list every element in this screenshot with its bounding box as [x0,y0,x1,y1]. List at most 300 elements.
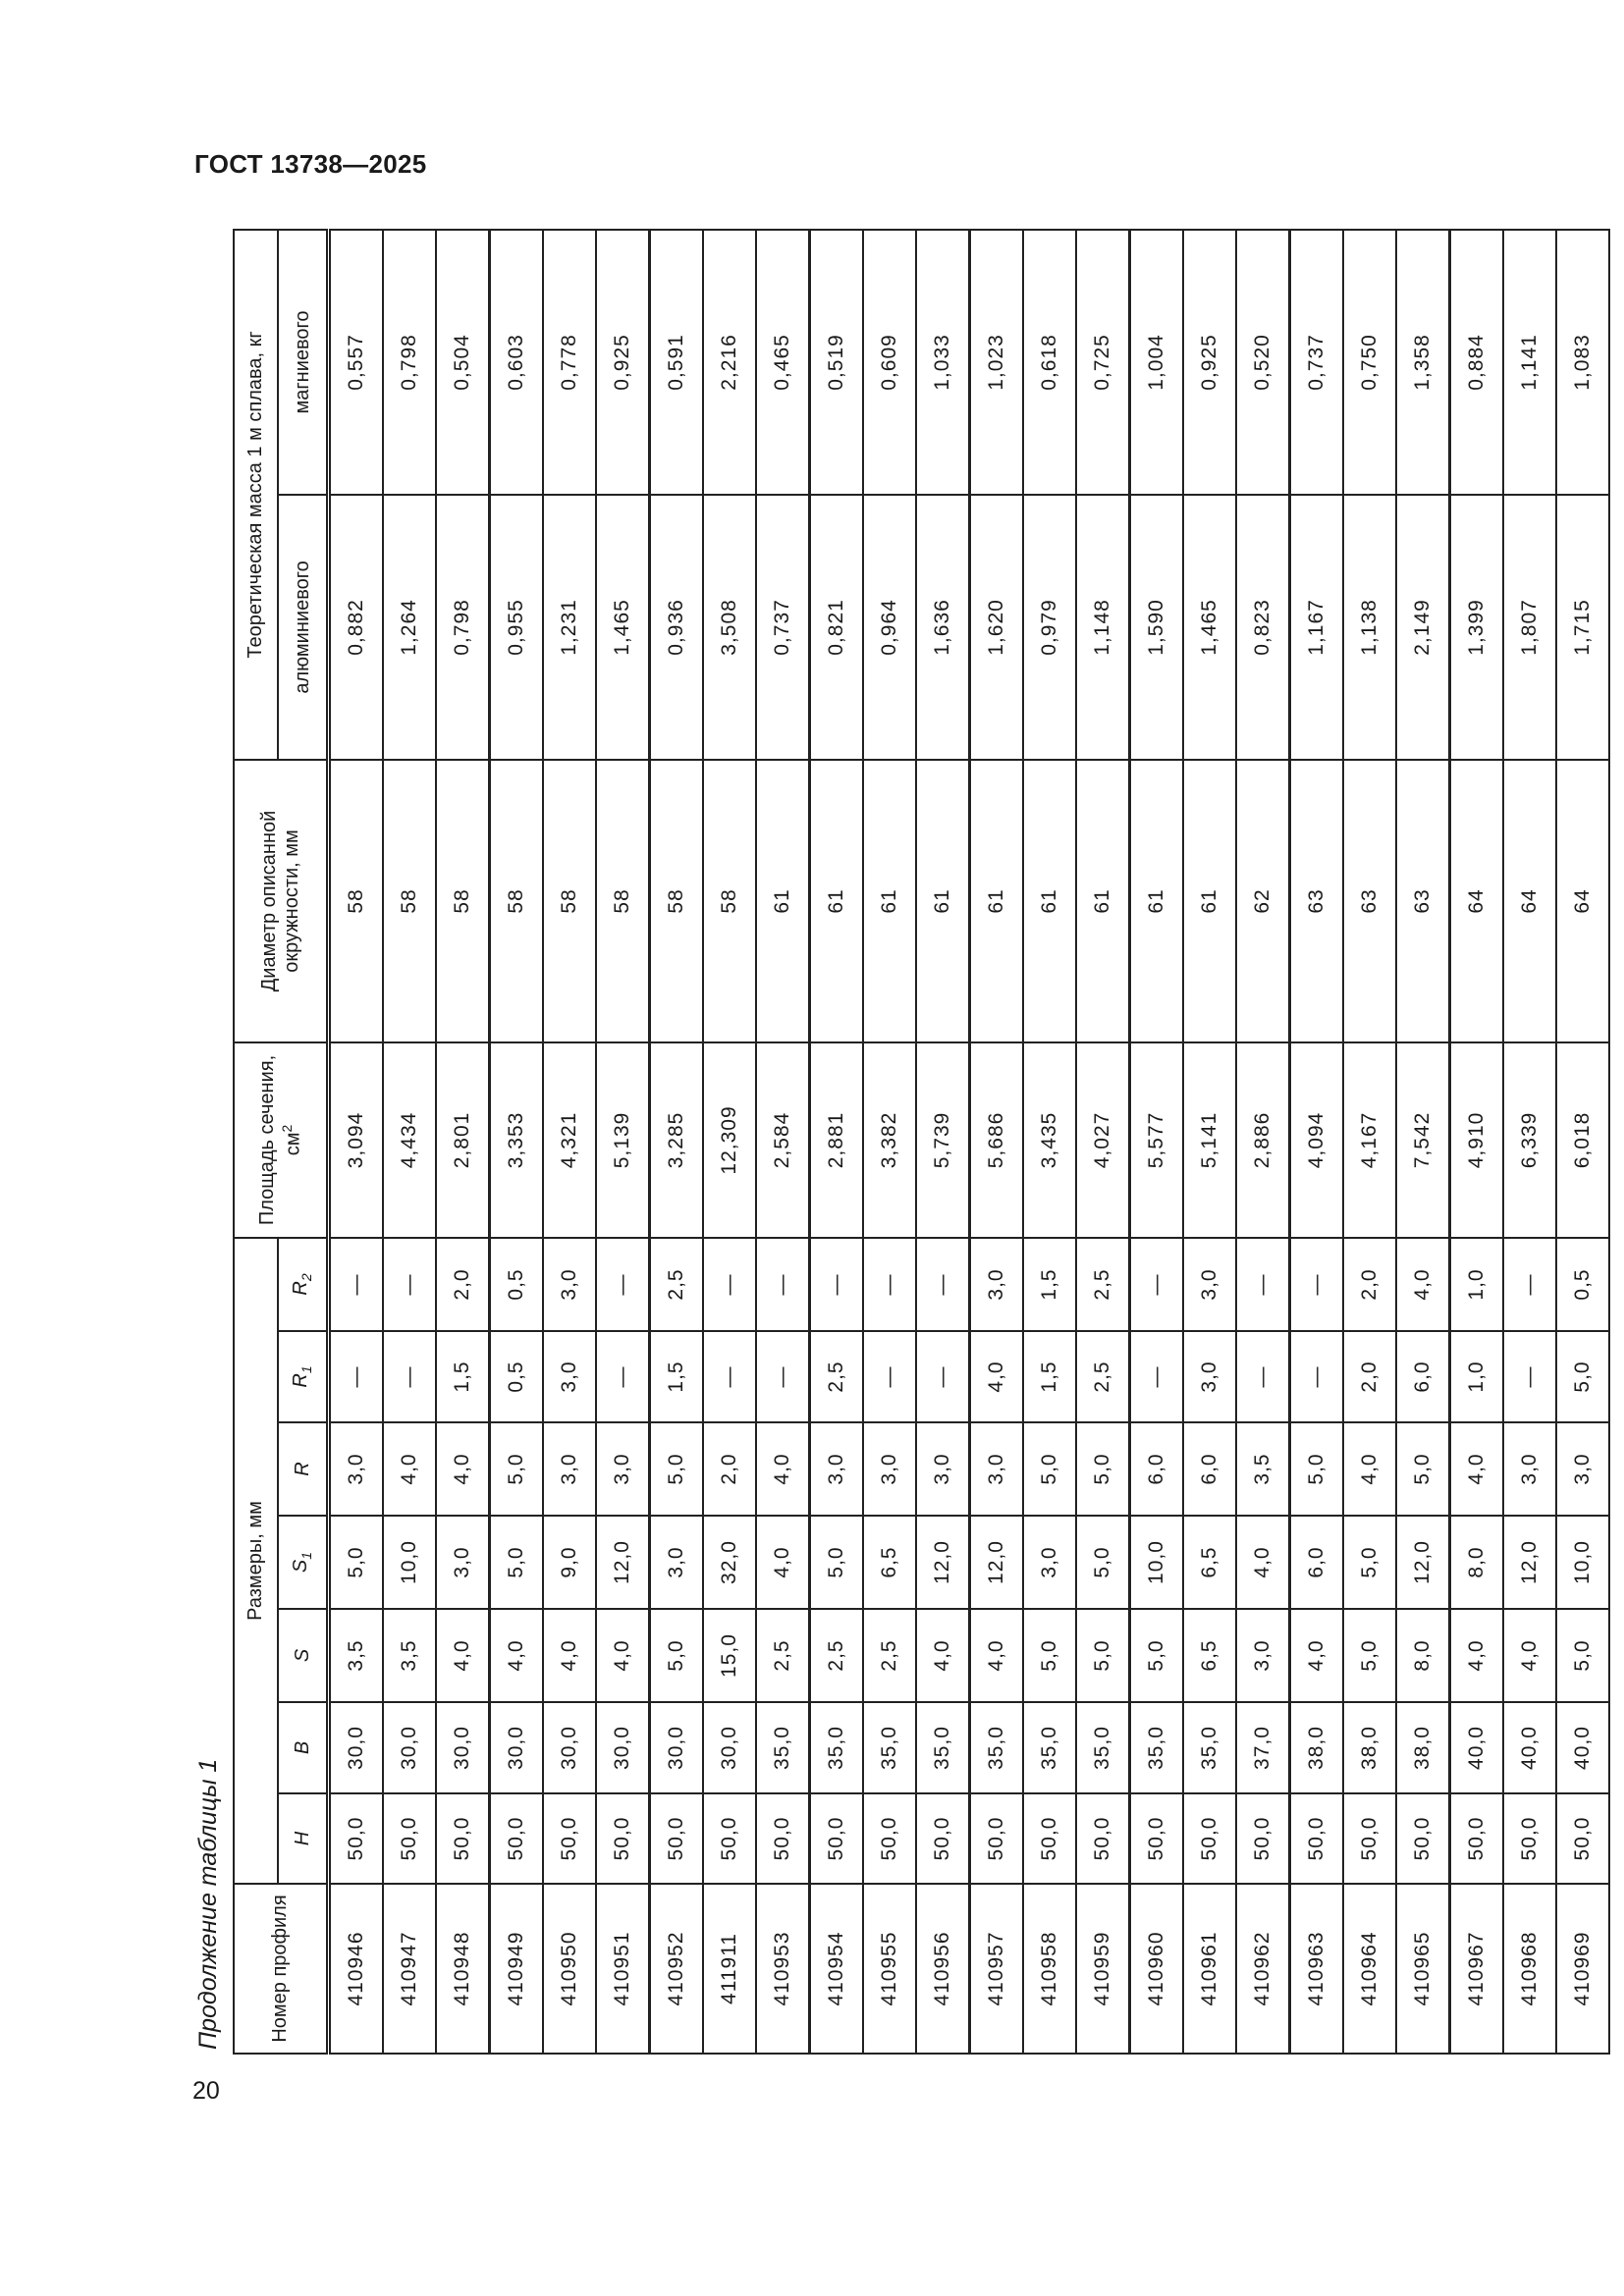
cell-mass-magnesium: 0,798 [383,230,436,495]
cell-B: 35,0 [1183,1702,1236,1793]
table-caption: Продолжение таблицы 1 [194,1758,222,2050]
header-area-label: Площадь сечения, см [255,1054,304,1226]
cell-mass-magnesium: 0,778 [543,230,596,495]
cell-H: 50,0 [1556,1793,1609,1884]
cell-S: 5,0 [1130,1609,1184,1702]
cell-H: 50,0 [596,1793,650,1884]
cell-R: 4,0 [1450,1422,1504,1516]
cell-S: 2,5 [810,1609,864,1702]
table-row [863,230,916,2054]
cell-R: 6,0 [1130,1422,1184,1516]
cell-B: 35,0 [1076,1702,1130,1793]
cell-R2: 2,5 [1076,1238,1130,1331]
header-S1: $S_1$ [278,1516,329,1609]
table-row [810,230,864,2054]
table-row [703,230,756,2054]
cell-R: 3,0 [810,1422,864,1516]
cell-B: 35,0 [810,1702,864,1793]
cell-diameter: 62 [1236,760,1290,1042]
table-row [1556,230,1609,2054]
cell-area: 2,881 [810,1042,864,1238]
cell-diameter: 61 [863,760,916,1042]
cell-R1: 6,0 [1396,1331,1450,1422]
cell-H: 50,0 [1023,1793,1076,1884]
table-row [490,230,544,2054]
table-row [1023,230,1076,2054]
cell-profile-number: 410967 [1450,1884,1504,2054]
cell-R2: 0,5 [490,1238,544,1331]
cell-S: 15,0 [703,1609,756,1702]
cell-area: 3,382 [863,1042,916,1238]
cell-mass-magnesium: 1,358 [1396,230,1450,495]
cell-area: 2,584 [756,1042,810,1238]
cell-mass-aluminum: 1,636 [916,495,970,760]
cell-B: 38,0 [1396,1702,1450,1793]
cell-mass-aluminum: 0,979 [1023,495,1076,760]
table-row [1130,230,1184,2054]
cell-area: 5,139 [596,1042,650,1238]
cell-mass-magnesium: 1,023 [970,230,1024,495]
cell-R: 3,0 [596,1422,650,1516]
cell-S1: 5,0 [490,1516,544,1609]
cell-R2: 1,5 [1023,1238,1076,1331]
cell-S: 3,5 [383,1609,436,1702]
cell-area: 5,141 [1183,1042,1236,1238]
cell-R: 5,0 [1076,1422,1130,1516]
cell-diameter: 58 [436,760,490,1042]
cell-R1: 1,0 [1450,1331,1504,1422]
cell-R2: — [1236,1238,1290,1331]
header-profile-number: Номер профиля [234,1884,329,2054]
cell-R2: 2,0 [1343,1238,1396,1331]
cell-S: 3,0 [1236,1609,1290,1702]
cell-H: 50,0 [1290,1793,1344,1884]
cell-S: 4,0 [436,1609,490,1702]
cell-R2: — [596,1238,650,1331]
cell-R1: 2,5 [810,1331,864,1422]
cell-mass-magnesium: 1,004 [1130,230,1184,495]
cell-R: 4,0 [436,1422,490,1516]
cell-diameter: 58 [650,760,704,1042]
cell-S1: 5,0 [810,1516,864,1609]
table-row [1503,230,1556,2054]
cell-mass-magnesium: 0,520 [1236,230,1290,495]
cell-mass-aluminum: 0,737 [756,495,810,760]
cell-mass-magnesium: 0,603 [490,230,544,495]
cell-S1: 4,0 [1236,1516,1290,1609]
cell-profile-number: 410950 [543,1884,596,2054]
cell-S1: 3,0 [650,1516,704,1609]
cell-mass-magnesium: 0,609 [863,230,916,495]
cell-profile-number: 410958 [1023,1884,1076,2054]
cell-S1: 12,0 [970,1516,1024,1609]
cell-diameter: 61 [810,760,864,1042]
cell-profile-number: 410959 [1076,1884,1130,2054]
cell-S1: 32,0 [703,1516,756,1609]
cell-mass-aluminum: 1,399 [1450,495,1504,760]
cell-R2: — [863,1238,916,1331]
header-diameter: Диаметр описанной окружности, мм [234,760,329,1042]
cell-mass-magnesium: 0,504 [436,230,490,495]
cell-mass-aluminum: 1,465 [596,495,650,760]
cell-B: 30,0 [596,1702,650,1793]
cell-B: 35,0 [916,1702,970,1793]
cell-profile-number: 410948 [436,1884,490,2054]
cell-S: 5,0 [1556,1609,1609,1702]
cell-area: 4,094 [1290,1042,1344,1238]
cell-area: 7,542 [1396,1042,1450,1238]
header-aluminum: алюминиевого [278,495,329,760]
cell-B: 40,0 [1503,1702,1556,1793]
cell-profile-number: 410952 [650,1884,704,2054]
cell-B: 30,0 [436,1702,490,1793]
cell-R: 4,0 [383,1422,436,1516]
cell-R: 5,0 [1396,1422,1450,1516]
cell-diameter: 58 [543,760,596,1042]
cell-R1: 3,0 [543,1331,596,1422]
cell-S: 4,0 [970,1609,1024,1702]
cell-R2: 2,5 [650,1238,704,1331]
cell-S1: 12,0 [916,1516,970,1609]
cell-S: 6,5 [1183,1609,1236,1702]
cell-S1: 12,0 [596,1516,650,1609]
cell-S1: 12,0 [1503,1516,1556,1609]
table-row [1076,230,1130,2054]
cell-mass-aluminum: 0,882 [329,495,384,760]
cell-R: 3,5 [1236,1422,1290,1516]
cell-S1: 3,0 [436,1516,490,1609]
table-row [383,230,436,2054]
cell-R1: — [1503,1331,1556,1422]
cell-mass-aluminum: 1,465 [1183,495,1236,760]
cell-H: 50,0 [1503,1793,1556,1884]
cell-area: 5,686 [970,1042,1024,1238]
cell-diameter: 64 [1503,760,1556,1042]
cell-H: 50,0 [810,1793,864,1884]
cell-R: 3,0 [1556,1422,1609,1516]
cell-R2: 3,0 [543,1238,596,1331]
cell-area: 3,435 [1023,1042,1076,1238]
cell-S: 2,5 [756,1609,810,1702]
cell-R1: 2,5 [1076,1331,1130,1422]
cell-area: 2,801 [436,1042,490,1238]
cell-area: 3,094 [329,1042,384,1238]
cell-H: 50,0 [970,1793,1024,1884]
cell-S: 4,0 [543,1609,596,1702]
cell-S1: 5,0 [1076,1516,1130,1609]
header-B: B [278,1702,329,1793]
cell-S1: 5,0 [329,1516,384,1609]
cell-R2: 0,5 [1556,1238,1609,1331]
cell-S1: 5,0 [1343,1516,1396,1609]
cell-H: 50,0 [1396,1793,1450,1884]
cell-S: 4,0 [490,1609,544,1702]
cell-R: 4,0 [1343,1422,1396,1516]
cell-R2: — [1503,1238,1556,1331]
cell-mass-magnesium: 0,519 [810,230,864,495]
cell-R1: — [1130,1331,1184,1422]
cell-R: 6,0 [1183,1422,1236,1516]
cell-mass-aluminum: 1,167 [1290,495,1344,760]
cell-mass-aluminum: 1,807 [1503,495,1556,760]
cell-R: 3,0 [1503,1422,1556,1516]
cell-R: 5,0 [490,1422,544,1516]
document-header: ГОСТ 13738—2025 [194,149,427,179]
cell-mass-aluminum: 0,823 [1236,495,1290,760]
cell-S1: 6,0 [1290,1516,1344,1609]
cell-R1: 2,0 [1343,1331,1396,1422]
header-dimensions: Размеры, мм [234,1238,278,1884]
header-R2: $R_2$ [278,1238,329,1331]
cell-mass-magnesium: 0,925 [1183,230,1236,495]
cell-area: 6,339 [1503,1042,1556,1238]
cell-profile-number: 410969 [1556,1884,1609,2054]
cell-profile-number: 410957 [970,1884,1024,2054]
cell-S: 5,0 [1343,1609,1396,1702]
cell-B: 35,0 [1023,1702,1076,1793]
page-number: 20 [192,2077,220,2105]
cell-mass-magnesium: 1,033 [916,230,970,495]
cell-diameter: 61 [916,760,970,1042]
cell-S: 5,0 [1076,1609,1130,1702]
cell-H: 50,0 [1076,1793,1130,1884]
cell-area: 12,309 [703,1042,756,1238]
cell-R2: 3,0 [970,1238,1024,1331]
cell-R2: 3,0 [1183,1238,1236,1331]
cell-R1: — [863,1331,916,1422]
cell-profile-number: 410949 [490,1884,544,2054]
cell-diameter: 63 [1290,760,1344,1042]
cell-mass-aluminum: 1,264 [383,495,436,760]
cell-H: 50,0 [436,1793,490,1884]
cell-diameter: 58 [383,760,436,1042]
cell-H: 50,0 [703,1793,756,1884]
cell-mass-aluminum: 1,138 [1343,495,1396,760]
profiles-table [233,229,1610,2055]
table-row [1290,230,1344,2054]
cell-S: 4,0 [916,1609,970,1702]
cell-diameter: 61 [970,760,1024,1042]
cell-diameter: 63 [1343,760,1396,1042]
cell-R1: 5,0 [1556,1331,1609,1422]
cell-B: 38,0 [1343,1702,1396,1793]
cell-R2: 2,0 [436,1238,490,1331]
cell-profile-number: 410964 [1343,1884,1396,2054]
table-row [970,230,1024,2054]
table-row [756,230,810,2054]
cell-B: 30,0 [650,1702,704,1793]
cell-area: 5,577 [1130,1042,1184,1238]
table-row [1236,230,1290,2054]
cell-mass-aluminum: 0,798 [436,495,490,760]
header-mass: Теоретическая масса 1 м сплава, кг [234,230,278,760]
table-row [1450,230,1504,2054]
cell-R: 3,0 [916,1422,970,1516]
cell-H: 50,0 [1343,1793,1396,1884]
table-row [329,230,384,2054]
cell-mass-aluminum: 0,964 [863,495,916,760]
cell-R2: — [916,1238,970,1331]
cell-R1: 0,5 [490,1331,544,1422]
table-body [329,230,1610,2054]
cell-R2: — [810,1238,864,1331]
cell-mass-magnesium: 0,725 [1076,230,1130,495]
cell-S: 3,5 [329,1609,384,1702]
cell-S1: 6,5 [863,1516,916,1609]
cell-area: 4,027 [1076,1042,1130,1238]
header-area: Площадь сечения, $см^2$ [234,1042,329,1238]
header-R1: $R_1$ [278,1331,329,1422]
cell-area: 2,886 [1236,1042,1290,1238]
cell-mass-magnesium: 1,083 [1556,230,1609,495]
cell-diameter: 58 [490,760,544,1042]
cell-S: 4,0 [1503,1609,1556,1702]
table-row [1396,230,1450,2054]
cell-mass-magnesium: 0,925 [596,230,650,495]
cell-mass-aluminum: 0,936 [650,495,704,760]
cell-R: 5,0 [650,1422,704,1516]
cell-profile-number: 410960 [1130,1884,1184,2054]
cell-profile-number: 410946 [329,1884,384,2054]
cell-B: 35,0 [1130,1702,1184,1793]
cell-H: 50,0 [1183,1793,1236,1884]
cell-S1: 8,0 [1450,1516,1504,1609]
cell-R1: 1,5 [1023,1331,1076,1422]
cell-profile-number: 410965 [1396,1884,1450,2054]
cell-diameter: 58 [329,760,384,1042]
header-R: R [278,1422,329,1516]
cell-R1: 4,0 [970,1331,1024,1422]
cell-profile-number: 410954 [810,1884,864,2054]
cell-H: 50,0 [1450,1793,1504,1884]
cell-area: 5,739 [916,1042,970,1238]
cell-mass-magnesium: 0,750 [1343,230,1396,495]
cell-mass-aluminum: 0,821 [810,495,864,760]
table-row [650,230,704,2054]
table-row [436,230,490,2054]
cell-mass-aluminum: 0,955 [490,495,544,760]
cell-B: 40,0 [1450,1702,1504,1793]
cell-R1: 1,5 [436,1331,490,1422]
cell-R1: 3,0 [1183,1331,1236,1422]
cell-S: 4,0 [1290,1609,1344,1702]
cell-area: 3,353 [490,1042,544,1238]
cell-R1: — [1290,1331,1344,1422]
cell-H: 50,0 [1236,1793,1290,1884]
cell-B: 30,0 [543,1702,596,1793]
cell-profile-number: 410962 [1236,1884,1290,2054]
cell-profile-number: 410947 [383,1884,436,2054]
cell-B: 40,0 [1556,1702,1609,1793]
cell-mass-magnesium: 2,216 [703,230,756,495]
cell-R: 2,0 [703,1422,756,1516]
cell-diameter: 63 [1396,760,1450,1042]
cell-S1: 10,0 [1556,1516,1609,1609]
cell-R: 3,0 [863,1422,916,1516]
cell-profile-number: 410951 [596,1884,650,2054]
cell-area: 4,321 [543,1042,596,1238]
cell-diameter: 64 [1556,760,1609,1042]
cell-R2: 4,0 [1396,1238,1450,1331]
table-row [916,230,970,2054]
cell-mass-aluminum: 1,231 [543,495,596,760]
cell-B: 30,0 [383,1702,436,1793]
cell-profile-number: 410963 [1290,1884,1344,2054]
cell-profile-number: 410953 [756,1884,810,2054]
cell-R2: — [1290,1238,1344,1331]
cell-profile-number: 410961 [1183,1884,1236,2054]
cell-mass-aluminum: 3,508 [703,495,756,760]
cell-R: 3,0 [329,1422,384,1516]
cell-mass-magnesium: 0,557 [329,230,384,495]
cell-R2: — [383,1238,436,1331]
cell-R: 4,0 [756,1422,810,1516]
cell-mass-aluminum: 1,620 [970,495,1024,760]
cell-diameter: 61 [756,760,810,1042]
cell-area: 6,018 [1556,1042,1609,1238]
cell-R2: — [1130,1238,1184,1331]
cell-R1: — [703,1331,756,1422]
cell-diameter: 58 [703,760,756,1042]
cell-R1: — [596,1331,650,1422]
cell-diameter: 58 [596,760,650,1042]
cell-mass-magnesium: 0,884 [1450,230,1504,495]
cell-S1: 6,5 [1183,1516,1236,1609]
cell-R: 3,0 [543,1422,596,1516]
cell-R: 5,0 [1290,1422,1344,1516]
table-row [1183,230,1236,2054]
cell-S: 2,5 [863,1609,916,1702]
cell-R: 5,0 [1023,1422,1076,1516]
cell-S1: 12,0 [1396,1516,1450,1609]
cell-R1: — [916,1331,970,1422]
cell-area: 3,285 [650,1042,704,1238]
cell-S1: 10,0 [1130,1516,1184,1609]
cell-B: 38,0 [1290,1702,1344,1793]
cell-profile-number: 410955 [863,1884,916,2054]
cell-B: 30,0 [329,1702,384,1793]
cell-H: 50,0 [916,1793,970,1884]
header-H: H [278,1793,329,1884]
cell-mass-magnesium: 0,618 [1023,230,1076,495]
cell-area: 4,434 [383,1042,436,1238]
cell-area: 4,910 [1450,1042,1504,1238]
table-row [1343,230,1396,2054]
cell-mass-magnesium: 0,737 [1290,230,1344,495]
cell-diameter: 61 [1130,760,1184,1042]
cell-H: 50,0 [1130,1793,1184,1884]
cell-profile-number: 411911 [703,1884,756,2054]
cell-mass-magnesium: 0,591 [650,230,704,495]
cell-profile-number: 410968 [1503,1884,1556,2054]
cell-mass-magnesium: 0,465 [756,230,810,495]
cell-S: 5,0 [650,1609,704,1702]
cell-R1: — [383,1331,436,1422]
cell-H: 50,0 [863,1793,916,1884]
cell-B: 35,0 [756,1702,810,1793]
cell-R2: — [703,1238,756,1331]
cell-S1: 10,0 [383,1516,436,1609]
cell-area: 4,167 [1343,1042,1396,1238]
cell-B: 35,0 [863,1702,916,1793]
cell-R1: — [756,1331,810,1422]
cell-H: 50,0 [490,1793,544,1884]
cell-diameter: 64 [1450,760,1504,1042]
cell-diameter: 61 [1023,760,1076,1042]
cell-H: 50,0 [756,1793,810,1884]
cell-mass-aluminum: 1,148 [1076,495,1130,760]
cell-H: 50,0 [329,1793,384,1884]
